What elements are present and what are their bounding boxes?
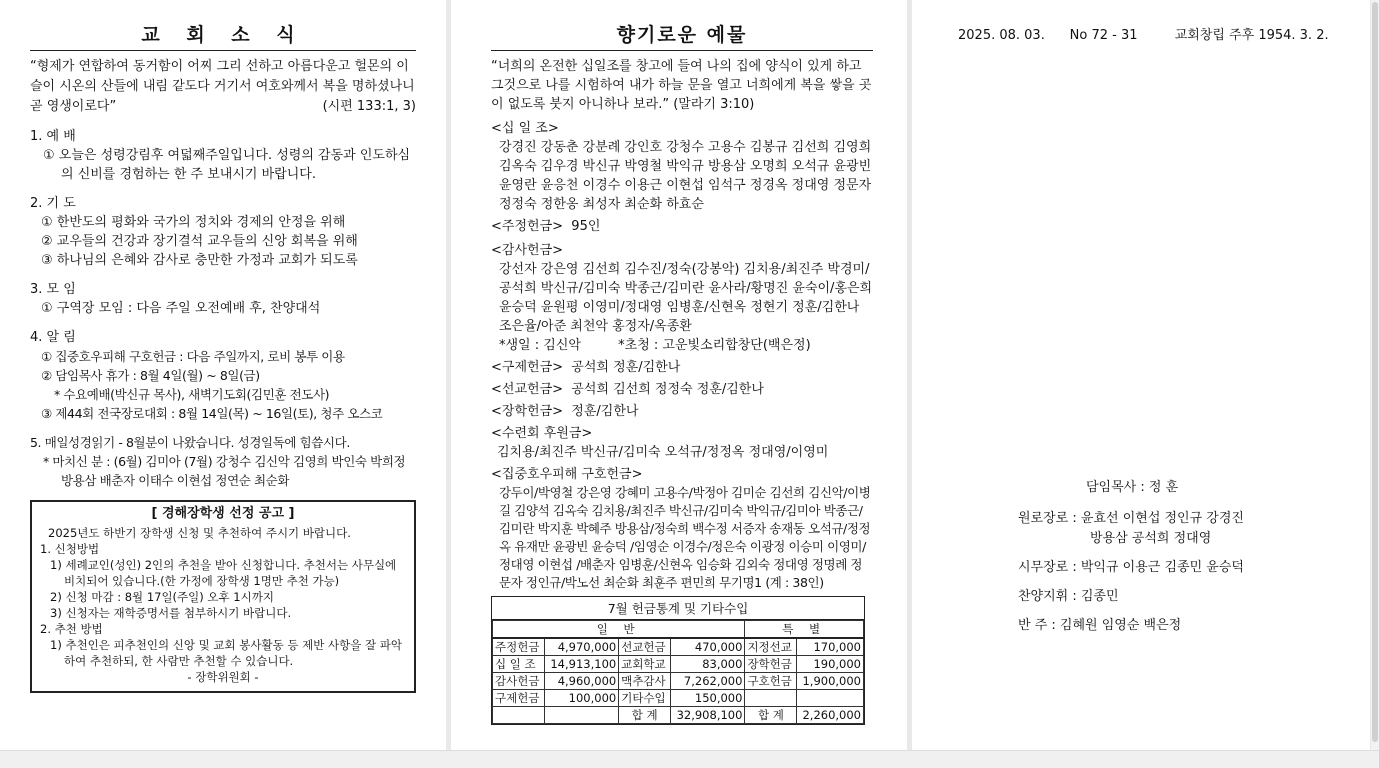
page-church-news (0, 0, 446, 750)
cell: 32,908,100 (671, 707, 745, 724)
notice-heading: 1. 신청방법 (40, 542, 100, 556)
cell: 170,000 (797, 638, 864, 656)
cell: 장학헌금 (745, 656, 797, 673)
weekly-offering-label: <주정헌금> (491, 219, 564, 234)
relief-names: 공석희 정훈/김한나 (571, 360, 681, 375)
horizontal-scroll-area[interactable] (0, 750, 1379, 768)
elders-emeritus-label: 원로장로 : (1018, 511, 1081, 526)
bulletin-issue: No 72 - 31 (1069, 28, 1138, 43)
flood-total: (계 : 38인) (765, 575, 824, 590)
offerings-title: 향기로운 예물 (491, 20, 873, 51)
header-general: 일 반 (493, 621, 745, 639)
stats-table (492, 620, 864, 724)
sponsor-names: 김치용/최진주 박신규/김미숙 오석규/정정옥 정대영/이영미 (497, 445, 829, 460)
notice-signature: - 장학위원회 - (187, 670, 259, 684)
relief-offering (491, 358, 873, 377)
page-cover-info (912, 0, 1370, 750)
section-announcements (30, 328, 416, 423)
cell: 지정선교 (745, 638, 797, 656)
cell: 83,000 (671, 656, 745, 673)
sponsor-label: <수련회 후원금> (491, 426, 593, 441)
cell: 맥추감사 (619, 673, 671, 690)
cell: 150,000 (671, 690, 745, 707)
cell: 선교헌금 (619, 638, 671, 656)
bulletin-header (958, 24, 1330, 43)
flood-names (491, 484, 873, 592)
relief-label: <구제헌금> (491, 360, 564, 375)
psalm-verse-text: “형제가 연합하여 동거함이 어찌 그리 선하고 아름다운고 헐몬의 이슬이 시온의 산들에 내림 같도다 거기서 여호와께서 복을 명하셨나니 곧 영생이로다” (30, 59, 415, 114)
section-prayer (30, 194, 416, 270)
cell: 기타수입 (619, 690, 671, 707)
scrollbar-thumb[interactable] (1372, 2, 1378, 742)
notice-intro: 2025년도 하반기 장학생 신청 및 추천하여 주시기 바랍니다. (48, 526, 351, 540)
church-staff (1018, 478, 1244, 645)
elders-emeritus (1018, 509, 1244, 529)
list-item: ③ 제44회 전국장로대회 : 8월 14일(목) ~ 16일(토), 청주 오스코 (41, 406, 383, 421)
cell: 470,000 (671, 638, 745, 656)
table-row (493, 656, 864, 673)
list-subitem: * 수요예배(박신규 목사), 새벽기도회(김민훈 전도사) (54, 387, 330, 402)
section-title: 2. 기 도 (30, 196, 76, 211)
cell: 구제헌금 (493, 690, 545, 707)
cell: 주정헌금 (493, 638, 545, 656)
table-row-total (493, 707, 864, 724)
scholarship-notice (30, 500, 416, 693)
page-offerings (451, 0, 907, 750)
list-item: ① 구역장 모임 : 다음 주일 오전예배 후, 찬양대석 (41, 301, 321, 316)
tithe-label: <십 일 조> (491, 121, 559, 136)
mission-offering (491, 380, 873, 399)
table-row (493, 673, 864, 690)
flood-label: <집중호우피해 구호헌금> (491, 467, 643, 482)
section-worship (30, 127, 416, 184)
elders-emeritus-line2: 방용삼 공석희 정대영 (1090, 531, 1212, 546)
section-title: 4. 알 림 (30, 330, 76, 345)
bulletin-date: 2025. 08. 03. (958, 28, 1045, 43)
thanks-label: <감사헌금> (491, 243, 564, 258)
cell: 2,260,000 (797, 707, 864, 724)
cell (544, 707, 618, 724)
offering-stats (491, 596, 865, 725)
cell: 구호헌금 (745, 673, 797, 690)
list-item: ① 한반도의 평화와 국가의 정치와 경제의 안정을 위해 (41, 215, 346, 230)
church-news-title: 교 회 소 식 (30, 20, 416, 51)
scholar-label: <장학헌금> (491, 404, 564, 419)
notice-item: 1) 세례교인(성인) 2인의 추천을 받아 신청합니다. 추천서는 사무실에 비치되어 있습니다.(한 가정에 장학생 1명만 추천 가능) (50, 558, 397, 588)
notice-item: 1) 추천인은 피추천인의 신앙 및 교회 봉사활동 등 제반 사항을 잘 파악하여 추천하되, 한 사람만 추천할 수 있습니다. (50, 638, 402, 668)
stats-title: 7월 헌금통계 및 기타수입 (492, 597, 864, 620)
choir-leader: 찬양지휘 : 김종민 (1018, 589, 1119, 604)
cell (745, 690, 797, 707)
list-item: ① 오늘은 성령강림후 여덟째주일입니다. 성령의 감동과 인도하심의 신비를 경험하는 한 주 보내시기 바랍니다. (43, 148, 411, 182)
accompanist: 반 주 : 김혜원 임영순 백은정 (1018, 618, 1182, 633)
elders-emeritus-line1: 윤효선 이현섭 정인규 강경진 (1080, 511, 1244, 526)
thanks-birthday: *생일 : 김신악 (499, 338, 581, 353)
cell: 합 계 (745, 707, 797, 724)
list-item: ② 담임목사 휴가 : 8월 4일(월) ~ 8일(금) (41, 368, 260, 383)
cell (797, 690, 864, 707)
section-title: 1. 예 배 (30, 129, 76, 144)
list-item: ① 집중호우피해 구호헌금 : 다음 주일까지, 로비 봉투 이용 (41, 349, 345, 364)
cell: 190,000 (797, 656, 864, 673)
acting-elders: 시무장로 : 박익규 이용근 김종민 윤승덕 (1018, 560, 1244, 575)
thanks-invite: *초청 : 고운빛소리합창단(백은정) (618, 338, 811, 353)
cell: 십 일 조 (493, 656, 545, 673)
list-item: * 마치신 분 : (6월) 김미아 (7월) 강청수 김신악 김영희 박인숙 박희정 방용삼 배춘자 이태수 이현섭 정연순 최순화 (43, 454, 406, 488)
list-item: ③ 하나님의 은혜와 감사로 충만한 가정과 교회가 되도록 (41, 253, 358, 268)
notice-title: [ 경해장학생 선정 공고 ] (151, 506, 295, 521)
notice-item: 3) 신청자는 재학증명서를 첨부하시기 바랍니다. (50, 606, 292, 620)
cell: 1,900,000 (797, 673, 864, 690)
weekly-offering-value: 95인 (571, 219, 601, 234)
psalm-verse (30, 57, 416, 117)
scholar-names: 정훈/김한나 (571, 404, 639, 419)
section-title: 5. 매일성경읽기 - 8월분이 나왔습니다. 성경일독에 힘씁시다. (30, 435, 350, 450)
malachi-verse: “너희의 온전한 십일조를 창고에 들여 나의 집에 양식이 있게 하고 그것으로 나를 시험하여 내가 하늘 문을 열고 너희에게 복을 쌓을 곳이 없도록 붓지 아니하나 보라.” (말라기 3:10) (491, 59, 872, 112)
mission-names: 공석희 김선희 정정숙 정훈/김한나 (571, 382, 764, 397)
cell: 14,913,100 (544, 656, 618, 673)
thanks-special (491, 336, 873, 355)
mission-label: <선교헌금> (491, 382, 564, 397)
section-meetings (30, 280, 416, 318)
section-bible-reading (30, 433, 416, 490)
cell: 4,960,000 (544, 673, 618, 690)
church-founded: 교회창립 주후 1954. 3. 2. (1174, 28, 1329, 43)
cell: 4,970,000 (544, 638, 618, 656)
scholar-offering (491, 402, 873, 421)
section-title: 3. 모 임 (30, 282, 76, 297)
psalm-verse-ref: (시편 133:1, 3) (322, 99, 416, 114)
cell: 7,262,000 (671, 673, 745, 690)
senior-pastor: 담임목사 : 정 훈 (1086, 480, 1179, 495)
cell (493, 707, 545, 724)
notice-item: 2) 신청 마감 : 8월 17일(주일) 오후 1시까지 (50, 590, 274, 604)
list-item: ② 교우들의 건강과 장기결석 교우들의 신앙 회복을 위해 (41, 234, 358, 249)
flood-names-text: 강두이/박영철 강은영 강혜미 고용수/박정아 김미순 김선희 김신악/이병길 김양석 김옥숙 김치용/최진주 박신규/김미숙 박익규/김미아 박종근/김미란 박지훈 박혜주 방용삼/정숙희 백수정 서증자 송재동 오석규/정정옥 유재만 윤광빈 윤승덕 /임영순 이경수/정은숙 이광정 이승미 이영미/정대영 이현섭 /배춘자 임병훈/신현옥 임승화 김외숙 정대영 정명례 정문자 정인규/박노선 최순화 최훈주 편민희 무기명1 (499, 485, 871, 590)
cell: 감사헌금 (493, 673, 545, 690)
cell: 합 계 (619, 707, 671, 724)
table-header-row (493, 621, 864, 639)
cell: 교회학교 (619, 656, 671, 673)
notice-heading: 2. 추천 방법 (40, 622, 103, 636)
thanks-names: 강선자 강은영 김선희 김수진/정숙(강봉악) 김치용/최진주 박경미/공석희 박신규/김미숙 박종근/김미란 윤사라/황명진 윤숙이/홍은희 윤승덕 윤원평 이영미/정대영 임병훈/신현옥 정현기 정훈/김한나 조은율/아준 최천악 홍정자/옥종환 (499, 262, 873, 334)
table-row (493, 638, 864, 656)
table-row (493, 690, 864, 707)
header-special: 특 별 (745, 621, 864, 639)
cell: 100,000 (544, 690, 618, 707)
tithe-names: 강경진 강동춘 강분례 강인호 강청수 고용수 김봉규 김선희 김영희 김옥숙 김우경 박신규 박영철 박익규 방용삼 오명희 오석규 윤광빈 윤영란 윤응천 이경수 이용근 이현섭 임석구 정경옥 정대영 정문자 정정숙 정한옹 최성자 최순화 하효순 (499, 140, 872, 212)
weekly-offering (491, 217, 873, 236)
